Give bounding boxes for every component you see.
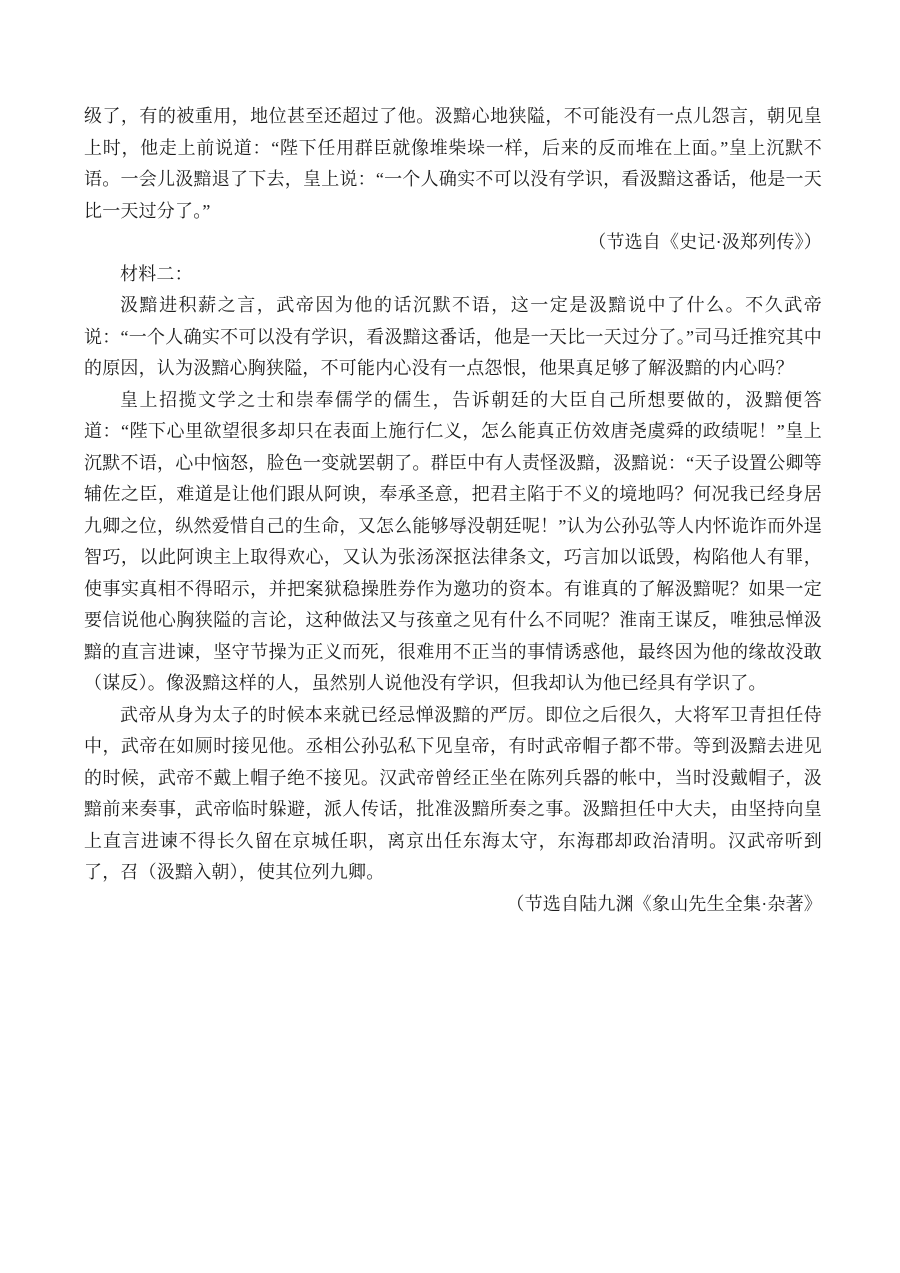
document-text-block xyxy=(84,101,822,920)
material-two-paragraph-3: 武帝从身为太子的时候本来就已经忌惮汲黯的严厉。即位之后很久，大将军卫青担任侍中，武帝在如厕时接见他。丞相公孙弘私下见皇帝，有时武帝帽子都不带。等到汲黯去进见的时候，武帝不戴上帽子绝不接见。汉武帝曾经正坐在陈列兵器的帐中，当时没戴帽子，汲黯前来奏事，武帝临时躲避，派人传话，批准汲黯所奏之事。汲黯担任中大夫，由坚持向皇上直言进谏不得长久留在京城任职，离京出任东海太守，东海郡却政治清明。汉武帝听到了，召（汲黯入朝），使其位列九卿。 xyxy=(84,704,822,882)
material-two-paragraph-1: 汲黯进积薪之言，武帝因为他的话沉默不语，这一定是汲黯说中了什么。不久武帝说：“一个人确实不可以没有学识，看汲黯这番话，他是一天比一天过分了。”司马迁推究其中的原因，认为汲黯心胸狭隘，不可能内心没有一点怨恨，他果真足够了解汲黯的内心吗？ xyxy=(84,295,822,378)
material-two-label: 材料二： xyxy=(120,263,193,284)
material-one-attribution: （节选自《史记·汲郑列传》） xyxy=(588,232,822,252)
material-two-attribution: （节选自陆九渊《象山先生全集·杂著》 xyxy=(506,893,822,914)
material-one-body-continuation: 级了，有的被重用，地位甚至还超过了他。汲黯心地狭隘，不可能没有一点儿怨言，朝见皇上时，他走上前说道：“陛下任用群臣就像堆柴垛一样，后来的反而堆在上面。”皇上沉默不语。一会儿汲黯退了下去，皇上说：“一个人确实不可以没有学识，看汲黯这番话，他是一天比一天过分了。” xyxy=(84,106,822,221)
material-two-paragraph-2: 皇上招揽文学之士和崇奉儒学的儒生，告诉朝廷的大臣自己所想要做的，汲黯便答道：“陛下心里欲望很多却只在表面上施行仁义，怎么能真正仿效唐尧虞舜的政绩呢！”皇上沉默不语，心中恼怒，脸色一变就罢朝了。群臣中有人责怪汲黯，汲黯说：“天子设置公卿等辅佐之臣，难道是让他们跟从阿谀，奉承圣意，把君主陷于不义的境地吗？何况我已经身居九卿之位，纵然爱惜自己的生命，又怎么能够辱没朝廷呢！”认为公孙弘等人内怀诡诈而外逞智巧，以此阿谀主上取得欢心，又认为张汤深抠法律条文，巧言加以诋毁，构陷他人有罪，使事实真相不得昭示，并把案狱稳操胜券作为邀功的资本。有谁真的了解汲黯呢？如果一定要信说他心胸狭隘的言论，这种做法又与孩童之见有什么不同呢？淮南王谋反，唯独忌惮汲黯的直言进谏，坚守节操为正义而死，很难用不正当的事情诱惑他，最终因为他的缘故没敢（谋反）。像汲黯这样的人，虽然别人说他没有学识，但我却认为他已经具有学识了。 xyxy=(84,389,822,693)
